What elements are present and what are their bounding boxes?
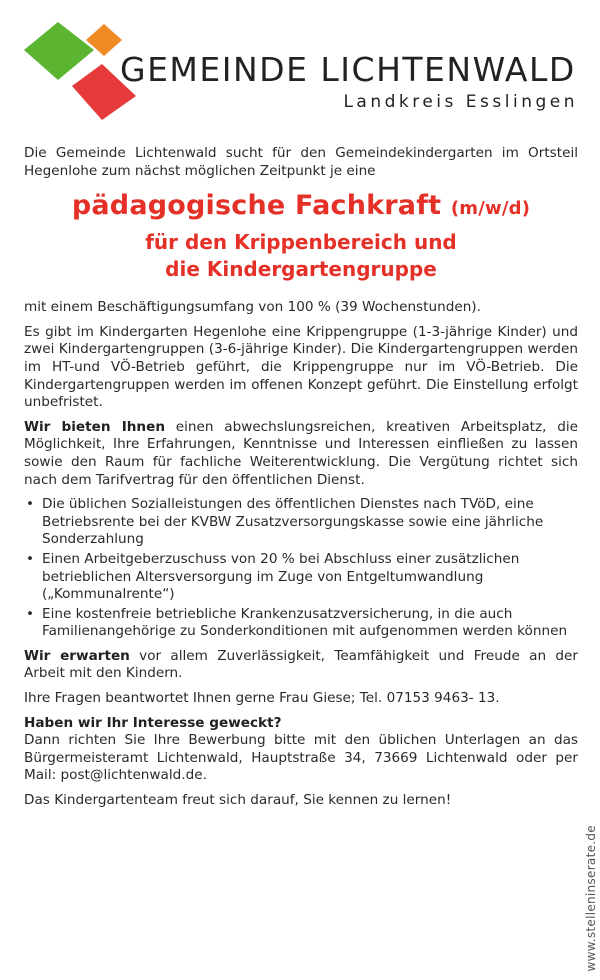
org-name: GEMEINDE LICHTENWALD <box>120 50 576 89</box>
scope-text: mit einem Beschäftigungsumfang von 100 % (39 Wochenstunden). <box>24 299 481 316</box>
job-headline <box>24 190 578 283</box>
job-title-line <box>24 190 578 225</box>
municipality-logo <box>0 0 600 130</box>
offer-paragraph <box>24 419 578 489</box>
logo-green-diamond <box>24 22 94 80</box>
benefit-item: • Einen Arbeitgeberzuschuss von 20 % bei Abschluss einer zusätzlichen betrieblichen Altersversorgung im Zuge von Entgeltumwandlung („Kommunalrente“) <box>24 551 578 604</box>
closing-text: Das Kindergartenteam freut sich darauf, Sie kennen zu lernen! <box>24 792 452 809</box>
expect-text: vor allem Zuverlässigkeit, Teamfähigkeit und Freude an der Arbeit mit den Kindern. <box>24 647 578 682</box>
cta-lead: Haben wir Ihr Interesse geweckt? <box>24 714 282 731</box>
benefit-item: • Die üblichen Sozialleistungen des öffentlichen Dienstes nach TVöD, eine Betriebsrente bei der KVBW Zusatzversorgungskasse sowie eine jährliche Sonderzahlung <box>24 496 578 549</box>
contact-text: Ihre Fragen beantwortet Ihnen gerne Frau Giese; Tel. 07153 9463- 13. <box>24 690 500 707</box>
benefits-list <box>24 496 578 641</box>
gender-tag: (m/w/d) <box>450 198 531 220</box>
side-url: www.stelleninserate.de <box>584 825 598 972</box>
cta-paragraph <box>24 715 578 785</box>
benefit-item: • Eine kostenfreie betriebliche Krankenzusatzversicherung, in die auch Familienangehörige zu Sonderkonditionen mit aufgenommen werden können <box>24 606 578 641</box>
job-title: pädagogische Fachkraft <box>71 190 442 222</box>
job-ad-body <box>24 145 578 817</box>
intro-text: Die Gemeinde Lichtenwald sucht für den Gemeindekindergarten im Ortsteil Hegenlohe zum nächst möglichen Zeitpunkt je eine <box>24 145 578 179</box>
expect-paragraph <box>24 648 578 683</box>
expect-lead: Wir erwarten <box>24 647 130 664</box>
offer-lead: Wir bieten Ihnen <box>24 418 165 435</box>
job-subtitle-1: für den Krippenbereich und <box>145 230 457 255</box>
description-text: Es gibt im Kindergarten Hegenlohe eine Krippengruppe (1-3-jährige Kinder) und zwei Kindergartengruppen (3-6-jährige Kinder). Die Kindergartengruppen werden im HT-und VÖ-Betrieb geführt, die Krippengruppe nur im VÖ-Betrieb. Die Kindergartengruppen werden im offenen Konzept geführt. Die Einstellung erfolgt unbefristet. <box>24 323 578 411</box>
job-subtitle-2: die Kindergartengruppe <box>165 257 437 282</box>
cta-text: Dann richten Sie Ihre Bewerbung bitte mit den üblichen Unterlagen an das Bürgermeisteramt Lichtenwald, Hauptstraße 34, 73669 Lichtenwald oder per Mail: post@lichtenwald.de. <box>24 732 578 784</box>
offer-text: einen abwechslungsreichen, kreativen Arbeitsplatz, die Möglichkeit, Ihre Erfahrungen, Kenntnisse und Interessen einfließen zu lassen sowie den Raum für fachliche Weiterentwicklung. Die Vergütung richtet sich nach dem Tarifvertrag für den öffentlichen Dienst. <box>24 418 578 488</box>
org-subtitle: Landkreis Esslingen <box>343 92 578 112</box>
